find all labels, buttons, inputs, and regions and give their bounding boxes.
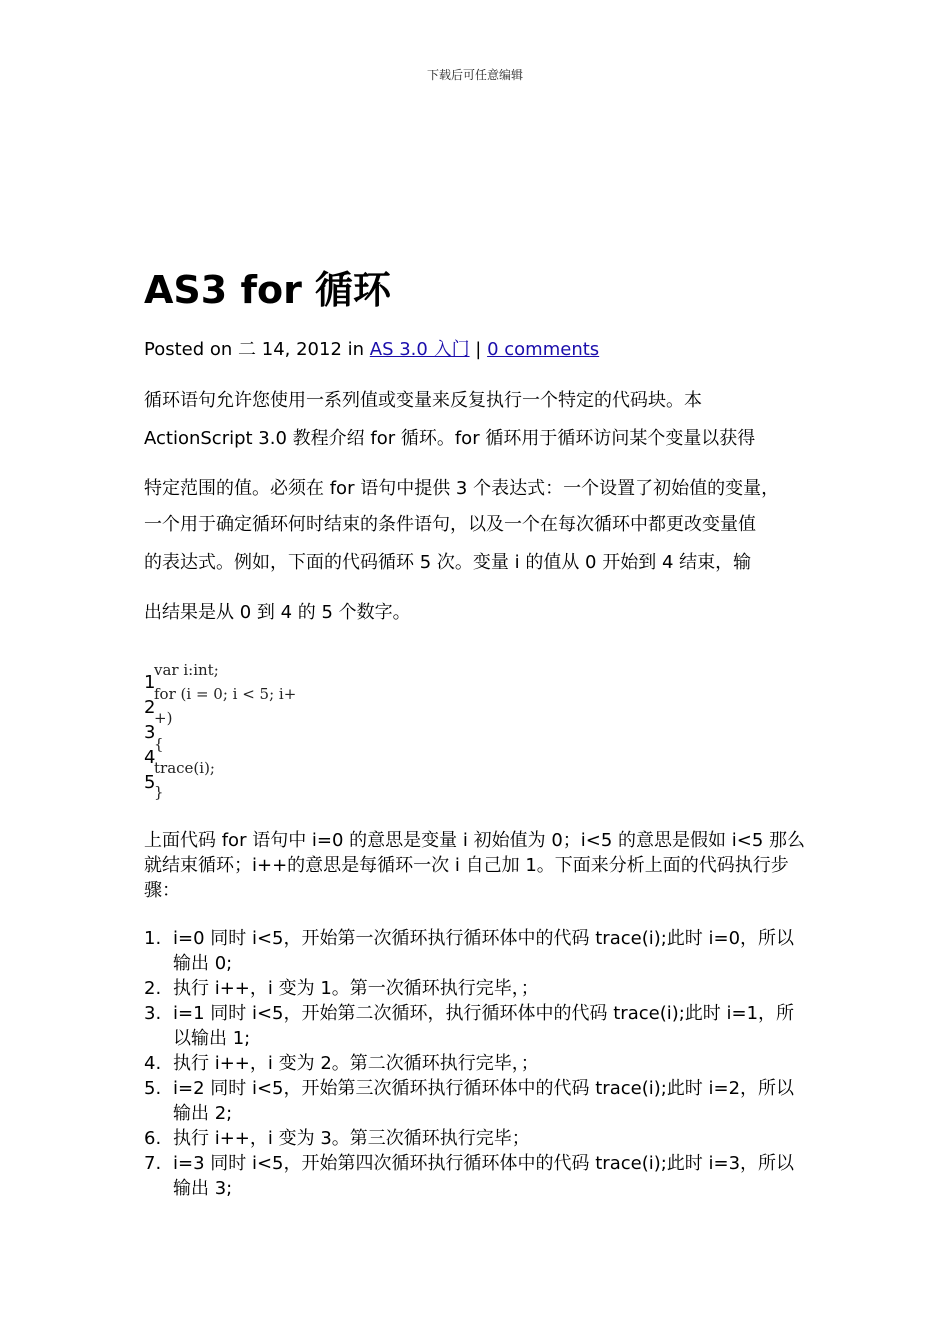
intro-line: 出结果是从 0 到 4 的 5 个数字。: [144, 602, 411, 623]
step-text: 执行 i++，i 变为 3。第三次循环执行完毕；: [173, 1128, 530, 1149]
intro-line: 循环语句允许您使用一系列值或变量来反复执行一个特定的代码块。本: [144, 390, 702, 411]
code-line-number: 4: [144, 747, 156, 768]
step-number: 1.: [144, 928, 162, 949]
step-text: 执行 i++，i 变为 2。第二次循环执行完毕，；: [173, 1053, 539, 1074]
list-item: [144, 1051, 808, 1076]
step-number: 7.: [144, 1153, 162, 1174]
intro-line: 特定范围的值。必须在 for 语句中提供 3 个表达式：一个设置了初始值的变量，: [144, 478, 780, 499]
code-line-number: 2: [144, 697, 156, 718]
code-line-number: 3: [144, 722, 156, 743]
step-number: 3.: [144, 1003, 162, 1024]
intro-line: 的表达式。例如，下面的代码循环 5 次。变量 i 的值从 0 开始到 4 结束，输: [144, 552, 752, 573]
meta-separator: |: [469, 339, 488, 360]
comments-link[interactable]: 0 comments: [487, 339, 600, 360]
step-number: 6.: [144, 1128, 162, 1149]
explanation-paragraph: 上面代码 for 语句中 i=0 的意思是变量 i 初始值为 0；i<5 的意思是假如 i<5 那么就结束循环；i++的意思是每循环一次 i 自己加 1。下面来分析上面的代码执行步骤：: [144, 830, 806, 901]
header-note: 下载后可任意编辑: [426, 68, 523, 82]
step-text: i=2 同时 i<5，开始第三次循环执行循环体中的代码 trace(i);此时 i=2，所以输出 2;: [173, 1078, 795, 1124]
code-line: }: [154, 783, 164, 801]
list-item: [144, 1126, 808, 1151]
list-item: [144, 1151, 808, 1201]
code-block: [144, 658, 384, 808]
list-item: [144, 926, 808, 976]
intro-line: 一个用于确定循环何时结束的条件语句，以及一个在每次循环中都更改变量值: [144, 514, 756, 535]
code-line: {: [154, 735, 164, 753]
posted-date: Posted on 二 14, 2012 in: [144, 339, 370, 360]
post-meta: [144, 338, 599, 362]
steps-list: [144, 926, 808, 1201]
code-line: for (i = 0; i < 5; i+: [154, 685, 297, 703]
step-number: 2.: [144, 978, 162, 999]
step-text: i=1 同时 i<5，开始第二次循环，执行循环体中的代码 trace(i);此时 i=1，所以输出 1;: [173, 1003, 795, 1049]
code-line: +): [154, 709, 173, 727]
step-number: 4.: [144, 1053, 162, 1074]
code-line: var i:int;: [154, 661, 219, 679]
code-line-number: 5: [144, 772, 156, 793]
step-number: 5.: [144, 1078, 162, 1099]
list-item: [144, 1001, 808, 1051]
category-link[interactable]: AS 3.0 入门: [369, 339, 470, 360]
step-text: i=3 同时 i<5，开始第四次循环执行循环体中的代码 trace(i);此时 i=3，所以输出 3;: [173, 1153, 795, 1199]
code-line-number: 1: [144, 672, 156, 693]
step-text: i=0 同时 i<5，开始第一次循环执行循环体中的代码 trace(i);此时 i=0，所以输出 0;: [173, 928, 795, 974]
list-item: [144, 1076, 808, 1126]
step-text: 执行 i++，i 变为 1。第一次循环执行完毕，；: [173, 978, 539, 999]
intro-line: ActionScript 3.0 教程介绍 for 循环。for 循环用于循环访问某个变量以获得: [144, 428, 756, 449]
list-item: [144, 976, 808, 1001]
code-line: trace(i);: [154, 759, 215, 777]
article-title: AS3 for 循环: [144, 268, 392, 312]
